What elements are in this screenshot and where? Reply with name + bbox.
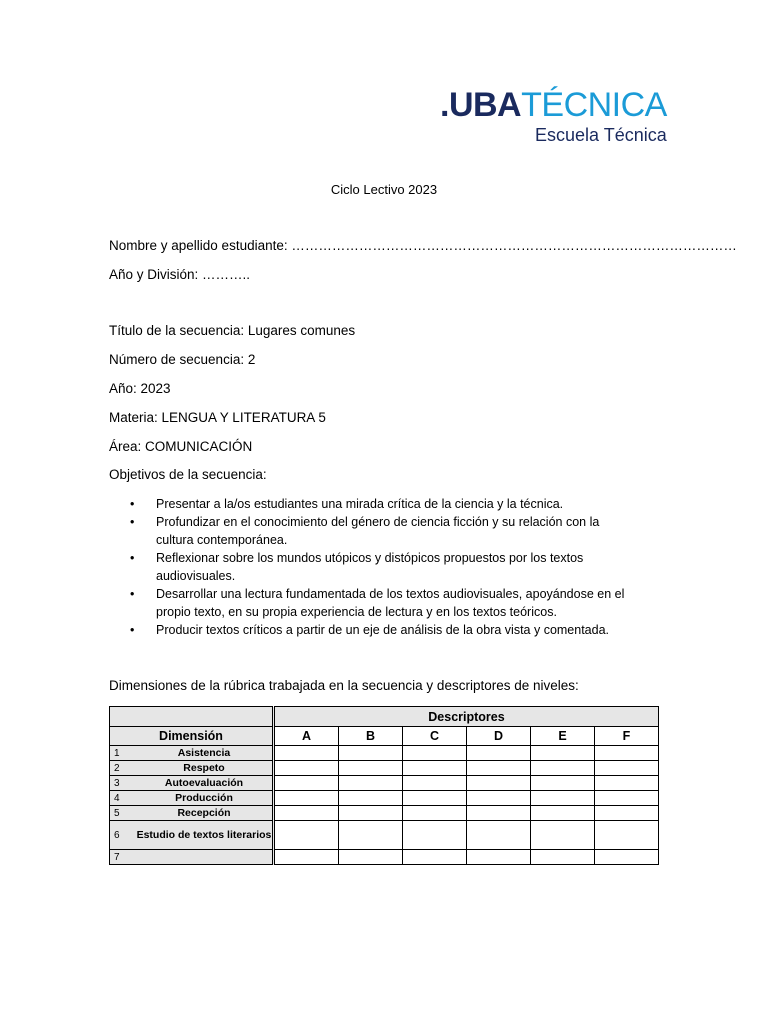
descriptors-header: Descriptores	[274, 707, 659, 727]
descriptor-cell-e[interactable]	[531, 821, 595, 850]
descriptor-cell-c[interactable]	[403, 821, 467, 850]
bullet-icon: •	[130, 623, 135, 637]
objective-item	[109, 621, 669, 639]
rubric-row	[110, 761, 659, 776]
dimension-name: Recepción	[136, 806, 274, 821]
logo-dot: .	[440, 86, 449, 124]
bullet-icon: •	[130, 497, 135, 511]
bullet-icon: •	[130, 515, 135, 529]
descriptor-cell-d[interactable]	[467, 821, 531, 850]
row-number: 1	[110, 746, 137, 761]
dimension-name	[136, 850, 274, 865]
descriptor-cell-d[interactable]	[467, 791, 531, 806]
descriptor-cell-b[interactable]	[339, 850, 403, 865]
descriptor-cell-b[interactable]	[339, 806, 403, 821]
objective-text: propio texto, en su propia experiencia de lectura y en los textos teóricos.	[156, 605, 557, 619]
descriptor-cell-e[interactable]	[531, 776, 595, 791]
objective-item	[109, 513, 669, 549]
rubric-row	[110, 806, 659, 821]
descriptor-cell-a[interactable]	[274, 761, 339, 776]
rubric-table	[109, 706, 659, 865]
logo-subtitle: Escuela Técnica	[535, 125, 667, 145]
column-header-d: D	[467, 727, 531, 746]
descriptor-cell-c[interactable]	[403, 761, 467, 776]
descriptor-cell-c[interactable]	[403, 806, 467, 821]
descriptor-cell-a[interactable]	[274, 806, 339, 821]
cycle-heading: Ciclo Lectivo 2023	[330, 182, 438, 197]
objective-text: Desarrollar una lectura fundamentada de los textos audiovisuales, apoyándose en el	[156, 587, 625, 601]
descriptor-cell-c[interactable]	[403, 850, 467, 865]
subject-line: Materia: LENGUA Y LITERATURA 5	[109, 410, 326, 425]
objective-text: cultura contemporánea.	[156, 533, 288, 547]
dimension-name: Autoevaluación	[136, 776, 274, 791]
row-number: 6	[110, 821, 137, 850]
dimension-name: Asistencia	[136, 746, 274, 761]
descriptor-cell-e[interactable]	[531, 791, 595, 806]
sequence-number-line: Número de secuencia: 2	[109, 352, 256, 367]
rubric-row	[110, 821, 659, 850]
descriptor-cell-a[interactable]	[274, 821, 339, 850]
row-number: 2	[110, 761, 137, 776]
descriptor-cell-f[interactable]	[595, 776, 659, 791]
objective-item	[109, 495, 669, 513]
objectives-heading: Objetivos de la secuencia:	[109, 467, 267, 482]
rubric-row	[110, 850, 659, 865]
logo-wordmark	[440, 86, 667, 124]
bullet-icon: •	[130, 587, 135, 601]
descriptor-cell-e[interactable]	[531, 806, 595, 821]
descriptor-cell-f[interactable]	[595, 746, 659, 761]
row-number: 3	[110, 776, 137, 791]
descriptor-cell-f[interactable]	[595, 850, 659, 865]
descriptor-cell-a[interactable]	[274, 791, 339, 806]
area-line: Área: COMUNICACIÓN	[109, 439, 253, 454]
descriptor-cell-b[interactable]	[339, 776, 403, 791]
rubric-row	[110, 791, 659, 806]
descriptor-cell-f[interactable]	[595, 761, 659, 776]
row-number: 5	[110, 806, 137, 821]
logo-uba: UBA	[448, 86, 522, 124]
descriptor-cell-d[interactable]	[467, 761, 531, 776]
descriptor-cell-f[interactable]	[595, 791, 659, 806]
rubric-corner-cell	[110, 707, 274, 727]
descriptor-cell-f[interactable]	[595, 821, 659, 850]
descriptor-cell-d[interactable]	[467, 746, 531, 761]
objective-item	[109, 585, 669, 621]
descriptor-cell-f[interactable]	[595, 806, 659, 821]
bullet-icon: •	[130, 551, 135, 565]
dimension-header: Dimensión	[110, 727, 274, 746]
descriptor-cell-d[interactable]	[467, 850, 531, 865]
objective-text: Reflexionar sobre los mundos utópicos y distópicos propuestos por los textos	[156, 551, 584, 565]
student-name-line: Nombre y apellido estudiante: ………………………………………………………………………………………	[109, 238, 737, 253]
objective-text: audiovisuales.	[156, 569, 236, 583]
column-header-f: F	[595, 727, 659, 746]
descriptor-cell-b[interactable]	[339, 746, 403, 761]
descriptor-cell-a[interactable]	[274, 776, 339, 791]
column-header-e: E	[531, 727, 595, 746]
descriptor-cell-e[interactable]	[531, 850, 595, 865]
year-line: Año: 2023	[109, 381, 171, 396]
sequence-title-line: Título de la secuencia: Lugares comunes	[109, 323, 356, 338]
division-line: Año y División: ………..	[109, 267, 251, 282]
column-header-a: A	[274, 727, 339, 746]
descriptor-cell-c[interactable]	[403, 746, 467, 761]
rubric-intro: Dimensiones de la rúbrica trabajada en la secuencia y descriptores de niveles:	[109, 678, 579, 693]
dimension-name: Estudio de textos literarios	[136, 821, 274, 850]
descriptor-cell-b[interactable]	[339, 761, 403, 776]
dimension-name: Respeto	[136, 761, 274, 776]
column-header-c: C	[403, 727, 467, 746]
descriptor-cell-a[interactable]	[274, 746, 339, 761]
column-header-b: B	[339, 727, 403, 746]
descriptor-cell-b[interactable]	[339, 821, 403, 850]
descriptor-cell-c[interactable]	[403, 791, 467, 806]
descriptor-cell-a[interactable]	[274, 850, 339, 865]
descriptor-cell-c[interactable]	[403, 776, 467, 791]
objectives-list	[109, 495, 669, 639]
descriptor-cell-e[interactable]	[531, 746, 595, 761]
rubric-row	[110, 776, 659, 791]
descriptor-cell-b[interactable]	[339, 791, 403, 806]
descriptor-cell-d[interactable]	[467, 806, 531, 821]
row-number: 4	[110, 791, 137, 806]
objective-text: Profundizar en el conocimiento del género de ciencia ficción y su relación con la	[156, 515, 600, 529]
uba-tecnica-logo	[440, 86, 667, 146]
descriptor-cell-d[interactable]	[467, 776, 531, 791]
dimension-name: Producción	[136, 791, 274, 806]
objective-item	[109, 549, 669, 585]
logo-tecnica: TÉCNICA	[521, 86, 667, 124]
descriptor-cell-e[interactable]	[531, 761, 595, 776]
row-number: 7	[110, 850, 137, 865]
rubric-row	[110, 746, 659, 761]
objective-text: Producir textos críticos a partir de un eje de análisis de la obra vista y comentada.	[156, 623, 610, 637]
objective-text: Presentar a la/os estudiantes una mirada crítica de la ciencia y la técnica.	[156, 497, 564, 511]
